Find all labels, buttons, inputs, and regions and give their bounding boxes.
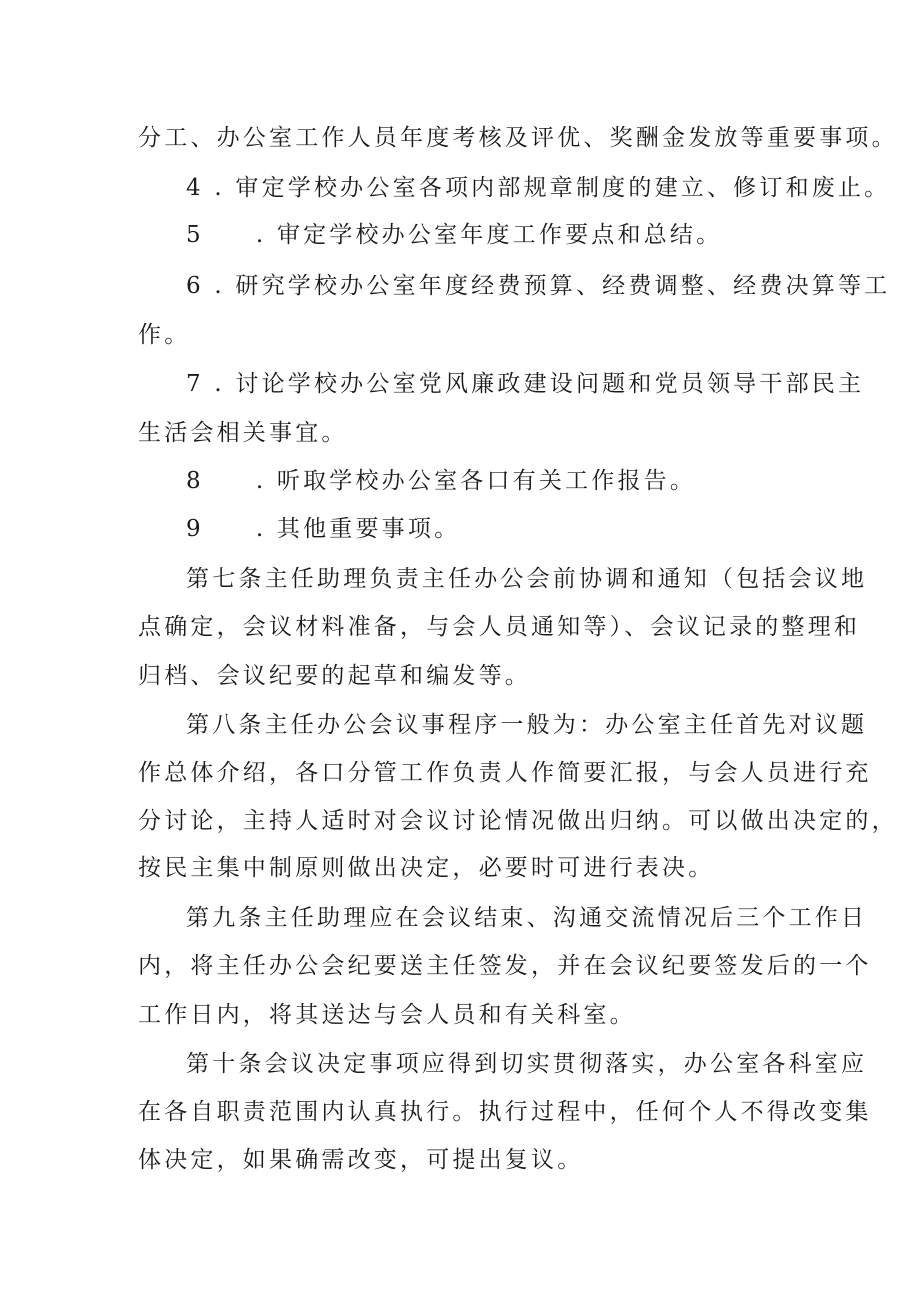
list-item-4: 4 . 审定学校办公室各项内部规章制度的建立、修订和废止。 — [186, 175, 891, 201]
list-number: 5 — [186, 222, 204, 248]
paragraph-line: 在各自职责范围内认真执行。执行过程中，任何个人不得改变集 — [138, 1099, 872, 1125]
list-item-text: . 审定学校办公室年度工作要点和总结。 — [255, 222, 723, 248]
paragraph-line: 分工、办公室工作人员年度考核及评优、奖酬金发放等重要事项。 — [138, 125, 898, 151]
article-7-line: 第七条主任助理负责主任办公会前协调和通知（包括会议地 — [186, 566, 868, 592]
paragraph-line: 工作日内，将其送达与会人员和有关科室。 — [138, 1002, 636, 1028]
list-item-text: . 听取学校办公室各口有关工作报告。 — [255, 468, 697, 494]
article-9-line: 第九条主任助理应在会议结束、沟通交流情况后三个工作日 — [186, 905, 868, 931]
paragraph-line: 内，将主任办公会纪要送主任签发，并在会议纪要签发后的一个 — [138, 953, 872, 979]
paragraph-line: 按民主集中制原则做出决定，必要时可进行表决。 — [138, 855, 715, 881]
paragraph-line: 作。 — [138, 322, 191, 348]
paragraph-line: 作总体介绍，各口分管工作负责人作简要汇报，与会人员进行充 — [138, 760, 872, 786]
list-item-6: 6 . 研究学校办公室年度经费预算、经费调整、经费决算等工 — [186, 273, 891, 299]
paragraph-line: 体决定，如果确需改变，可提出复议。 — [138, 1147, 584, 1173]
list-item-text: . 其他重要事项。 — [255, 516, 461, 542]
paragraph-line: 点确定，会议材料准备，与会人员通知等）、会议记录的整理和 — [138, 614, 861, 640]
paragraph-line: 分讨论，主持人适时对会议讨论情况做出归纳。可以做出决定的， — [138, 808, 898, 834]
paragraph-line: 归档、会议纪要的起草和编发等。 — [138, 663, 531, 689]
list-number: 9 — [186, 516, 204, 542]
list-number: 8 — [186, 468, 204, 494]
list-item-5 — [186, 220, 722, 250]
article-8-line: 第八条主任办公会议事程序一般为：办公室主任首先对议题 — [186, 712, 868, 738]
article-10-line: 第十条会议决定事项应得到切实贯彻落实，办公室各科室应 — [186, 1051, 868, 1077]
list-item-9 — [186, 514, 460, 544]
paragraph-line: 生活会相关事宜。 — [138, 420, 348, 446]
list-item-7: 7 . 讨论学校办公室党风廉政建设问题和党员领导干部民主 — [186, 371, 865, 397]
list-item-8 — [186, 466, 696, 496]
